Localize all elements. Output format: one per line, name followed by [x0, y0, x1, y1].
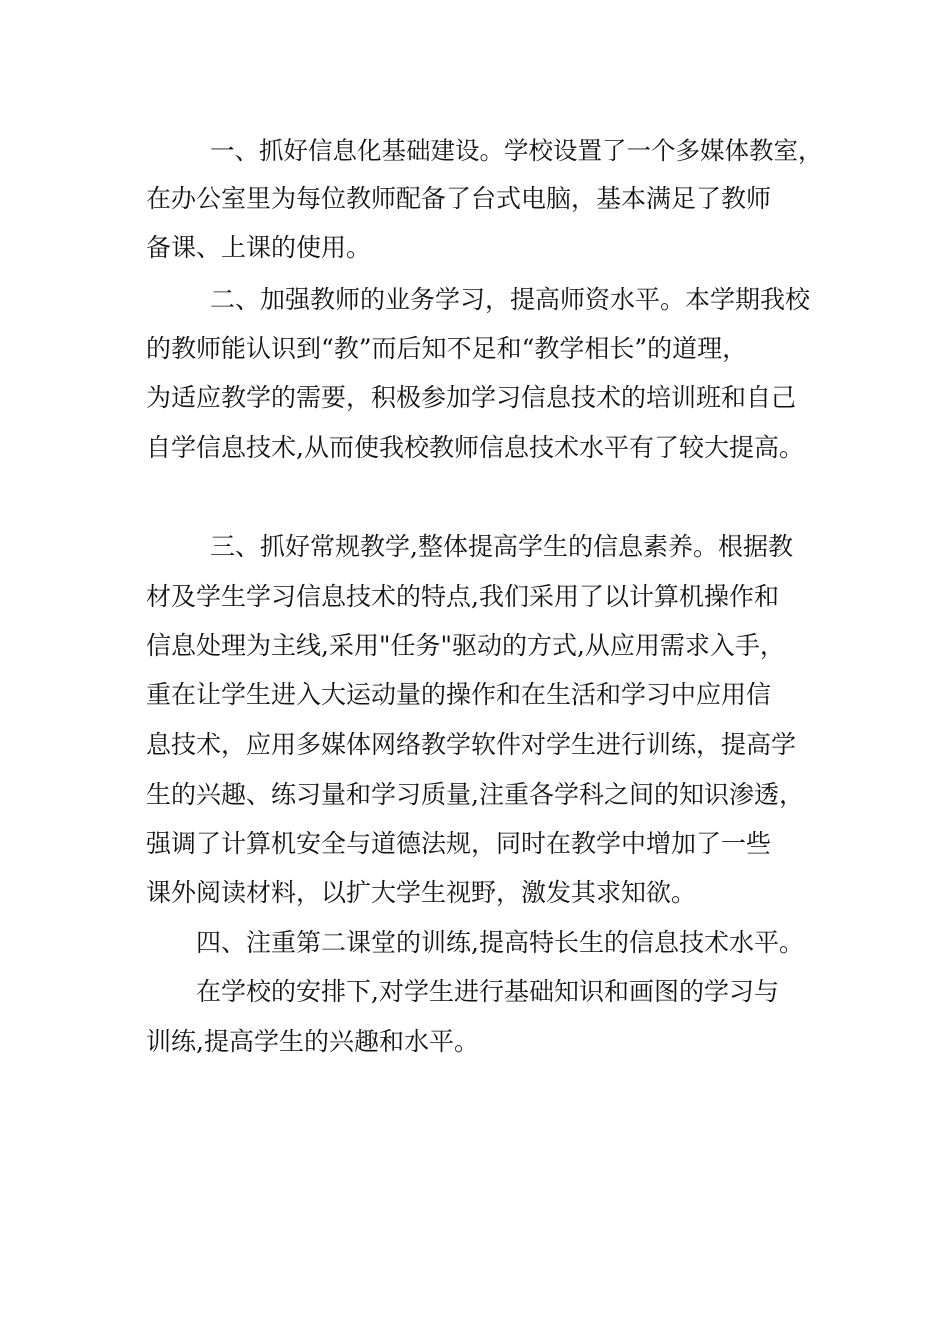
text-line: 生的兴趣、练习量和学习质量,注重各学科之间的知识渗透， — [146, 780, 804, 809]
text-line: 的教师能认识到“教”而后知不足和“教学相长”的道理， — [146, 334, 748, 363]
text-line: 一、抓好信息化基础建设。学校设置了一个多媒体教室， — [210, 136, 823, 165]
text-line: 四、注重第二课堂的训练,提高特长生的信息技术水平。 — [196, 928, 804, 957]
text-line: 二、加强教师的业务学习，提高师资水平。本学期我校 — [210, 285, 811, 314]
text-line: 强调了计算机安全与道德法规，同时在教学中增加了一些 — [146, 829, 772, 858]
text-line: 备课、上课的使用。 — [146, 233, 372, 262]
text-line: 自学信息技术,从而使我校教师信息技术水平有了较大提高。 — [146, 433, 804, 462]
text-line: 三、抓好常规教学,整体提高学生的信息素养。根据教 — [210, 532, 793, 561]
text-line: 在办公室里为每位教师配备了台式电脑，基本满足了教师 — [146, 184, 772, 213]
text-line: 课外阅读材料，以扩大学生视野，激发其求知欲。 — [146, 878, 697, 907]
text-line: 训练,提高学生的兴趣和水平。 — [146, 1027, 479, 1056]
text-line: 为适应教学的需要，积极参加学习信息技术的培训班和自己 — [146, 383, 797, 412]
text-line: 材及学生学习信息技术的特点,我们采用了以计算机操作和 — [146, 582, 779, 611]
text-line: 信息处理为主线,采用"任务"驱动的方式,从应用需求入手， — [146, 631, 785, 660]
text-line: 重在让学生进入大运动量的操作和在生活和学习中应用信 — [146, 680, 772, 709]
text-line: 息技术，应用多媒体网络教学软件对学生进行训练，提高学 — [146, 730, 797, 759]
text-line: 在学校的安排下,对学生进行基础知识和画图的学习与 — [196, 977, 779, 1006]
